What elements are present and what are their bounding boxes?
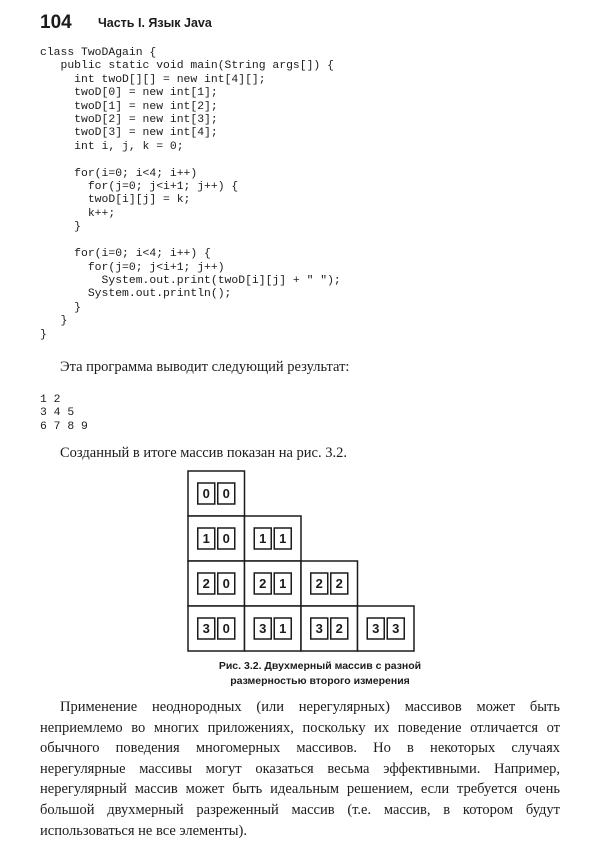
array-cell-border: [301, 606, 358, 651]
row-index-label: 0: [202, 486, 210, 501]
row-index-label: 2: [315, 576, 323, 591]
row-index-label: 1: [202, 531, 210, 546]
column-index-label: 2: [335, 576, 343, 591]
running-head: Часть I. Язык Java: [98, 16, 212, 30]
figure-caption: [190, 659, 450, 689]
array-cell-border: [188, 561, 245, 606]
array-cell-border: [358, 606, 415, 651]
figure-caption-line-1: Рис. 3.2. Двухмерный массив с разной: [218, 660, 422, 672]
column-index-label: 1: [279, 576, 287, 591]
row-index-label: 3: [315, 621, 323, 636]
column-index-label: 1: [279, 621, 287, 636]
row-index-label: 2: [202, 576, 210, 591]
array-cell-border: [188, 516, 245, 561]
column-index-label: 3: [392, 621, 400, 636]
row-index-label: 2: [259, 576, 267, 591]
column-index-label: 0: [222, 621, 230, 636]
array-cell: [245, 606, 302, 651]
array-cell: [301, 561, 358, 606]
array-cell-border: [245, 606, 302, 651]
column-index-label: 0: [222, 531, 230, 546]
column-index-label: 2: [335, 621, 343, 636]
array-cell-border: [245, 561, 302, 606]
array-cell-border: [301, 561, 358, 606]
array-cell: [245, 516, 302, 561]
array-cell: [188, 471, 245, 516]
row-index-label: 3: [259, 621, 267, 636]
array-cell-border: [188, 606, 245, 651]
output-intro-text: Эта программа выводит следующий результат:: [60, 359, 350, 375]
array-cell: [245, 561, 302, 606]
column-index-label: 0: [222, 576, 230, 591]
output-listing: 1 2 3 4 5 6 7 8 9: [40, 394, 88, 433]
array-cell: [188, 606, 245, 651]
array-cell-border: [188, 471, 245, 516]
column-index-label: 0: [222, 486, 230, 501]
row-index-label: 3: [202, 621, 210, 636]
row-index-label: 3: [372, 621, 380, 636]
array-cell: [358, 606, 415, 651]
figure-caption-line-2: размерностью второго измерения: [230, 675, 410, 687]
body-paragraph: Применение неоднородных (или нерегулярных) массивов может быть неприемлемо во многих приложениях, поскольку их поведение отличается от обычного поведения многомерных массивов. Но в некоторых случаях нерегулярные массивы могут оказаться весьма эффективными. Например, нерегулярный массив может быть идеальным решением, если требуется очень большой двухмерный разреженный массив (т.е. массив, в котором будут использоваться не все элементы).: [40, 699, 560, 839]
array-cell: [188, 516, 245, 561]
row-index-label: 1: [259, 531, 267, 546]
array-cell: [188, 561, 245, 606]
figure-intro-text: Созданный в итоге массив показан на рис. 3.2.: [60, 445, 347, 461]
array-cell-border: [245, 516, 302, 561]
page-number: 104: [40, 12, 72, 33]
code-listing: class TwoDAgain { public static void main(String args[]) { int twoD[][] = new int[4][]; twoD[0] = new int[1]; twoD[1] = new int[2]; twoD[2] = new int[3]; twoD[3] = new int[4]; int i, j, k = 0; for(i=0; i<4; i++) for(j=0; j<i+1; j++) { twoD[i][j] = k; k++; } for(i=0; i<4; i++) { for(j=0; j<i+1; j++) System.out.print(twoD[i][j] + " "); System.out.println(); } } }: [40, 47, 341, 341]
column-index-label: 1: [279, 531, 287, 546]
array-cell: [301, 606, 358, 651]
